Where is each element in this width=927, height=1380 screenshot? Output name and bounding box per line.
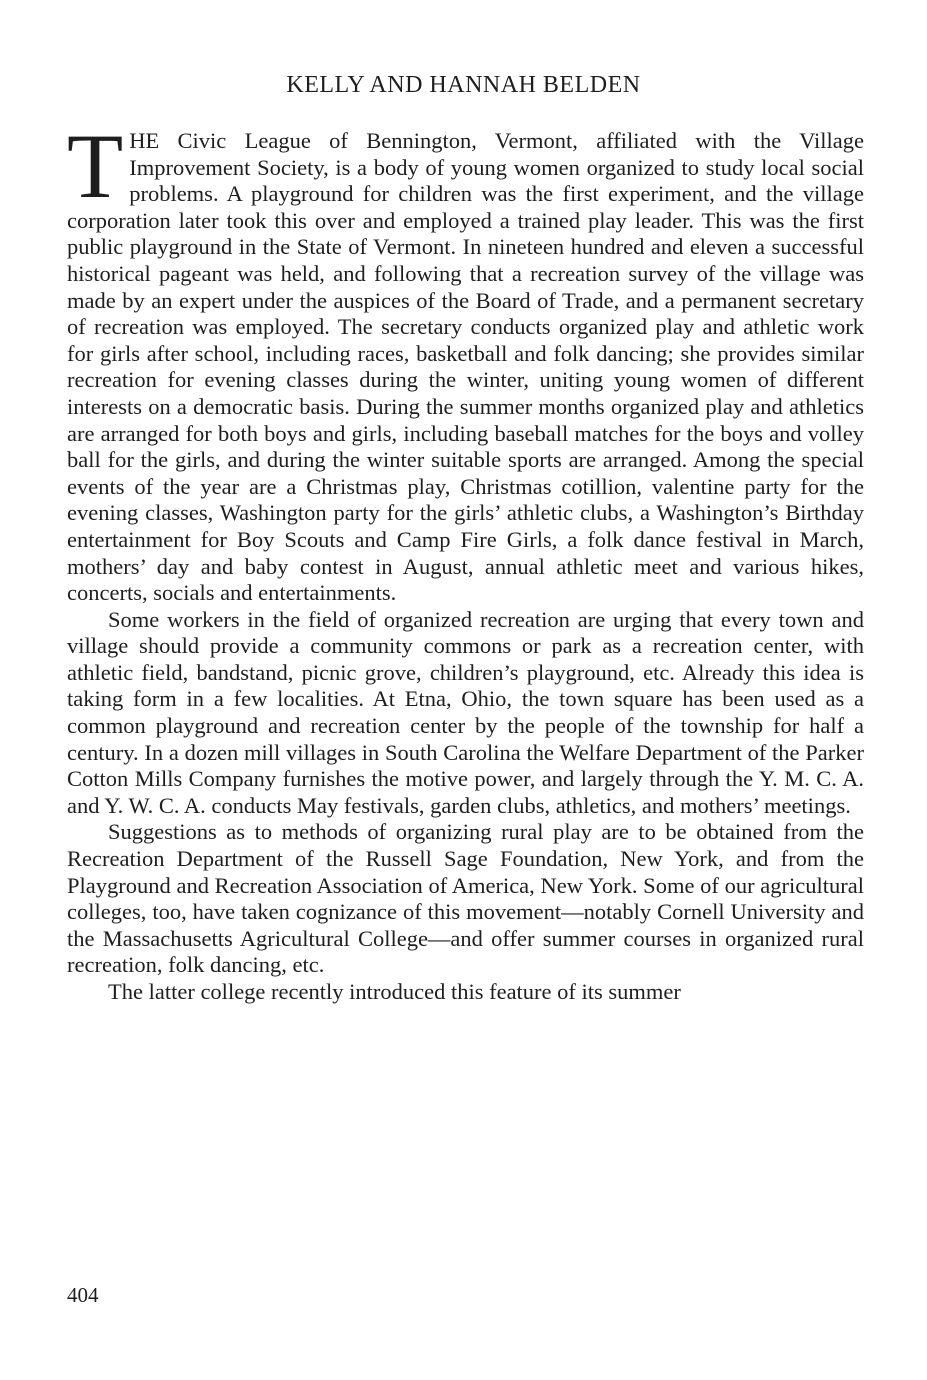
drop-cap: T [67, 115, 124, 217]
paragraph-1-text: Civic League of Bennington, Vermont, affiliated with the Village Improvement Society, is a body of young women organized to study local social problems. A playground for children was the first experiment, and the village corporation later took this over and employed a trained play leader. This was the first public playground in the State of Vermont. In nineteen hundred and eleven a successful historical pageant was held, and following that a recreation survey of the village was made by an expert under the auspices of the Board of Trade, and a permanent secretary of recreation was employed. The secretary conducts organized play and athletic work for girls after school, including races, basketball and folk dancing; she provides similar recreation for evening classes during the winter, uniting young women of different interests on a democratic basis. During the summer months organized play and athletics are arranged for both boys and girls, including baseball matches for the boys and volley ball for the girls, and during the winter suitable sports are arranged. Among the special events of the year are a Christmas play, Christmas cotillion, valentine party for the evening classes, Washington party for the girls’ athletic clubs, a Washington’s Birthday entertainment for Boy Scouts and Camp Fire Girls, a folk dance festival in March, mothers’ day and baby contest in August, annual athletic meet and various hikes, concerts, socials and entertainments. [67, 128, 864, 606]
page-number: 404 [67, 1283, 99, 1307]
paragraph-1 [67, 115, 864, 607]
body-text [67, 115, 864, 1006]
paragraph-2: Some workers in the field of organized recreation are urging that every town and village should provide a community commons or park as a recreation center, with athletic field, bandstand, picnic grove, children’s playground, etc. Already this idea is taking form in a few localities. At Etna, Ohio, the town square has been used as a common playground and recreation center by the people of the township for half a century. In a dozen mill villages in South Carolina the Welfare Department of the Parker Cotton Mills Company furnishes the motive power, and largely through the Y. M. C. A. and Y. W. C. A. conducts May festivals, garden clubs, athletics, and mothers’ meetings. [67, 606, 864, 818]
running-head: KELLY AND HANNAH BELDEN [286, 72, 641, 98]
lead-caps: HE [129, 128, 160, 153]
paragraph-3: Suggestions as to methods of organizing rural play are to be obtained from the Recreation Department of the Russell Sage Foundation, New York, and from the Playground and Recreation Association of America, New York. Some of our agricultural colleges, too, have taken cognizance of this movement—notably Cornell University and the Massachusetts Agricultural College—and offer summer courses in organized rural recreation, folk dancing, etc. [67, 819, 864, 978]
paragraph-4: The latter college recently introduced this feature of its summer [108, 979, 681, 1004]
